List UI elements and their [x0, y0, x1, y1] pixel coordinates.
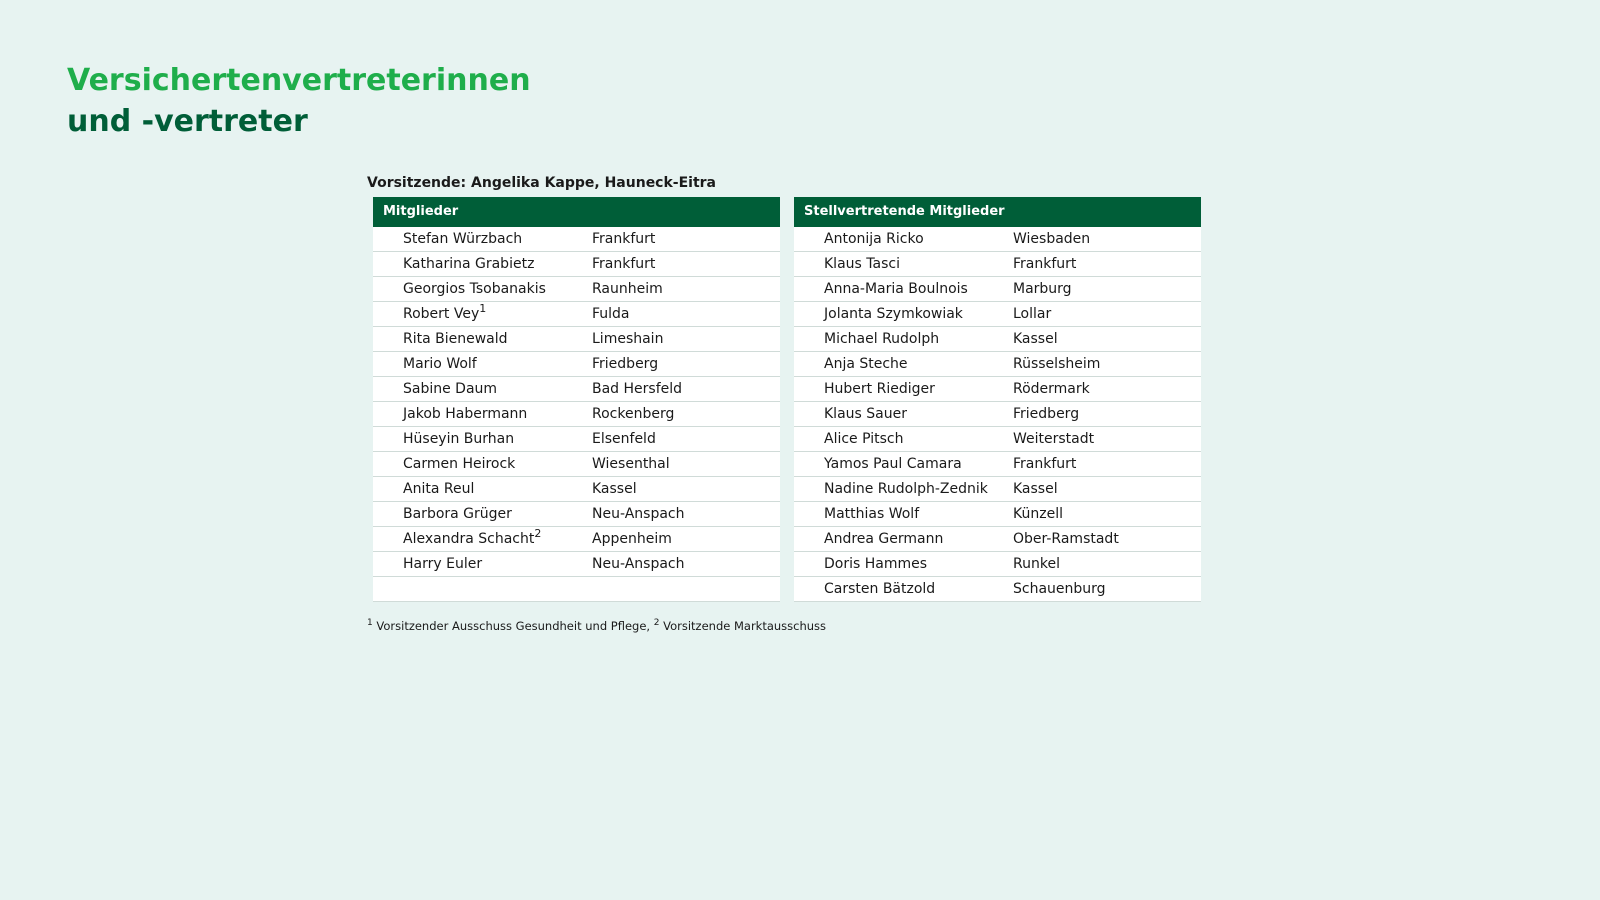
row-city: Frankfurt: [592, 231, 656, 247]
footnote-marker: 1: [479, 302, 487, 315]
row-name: [373, 527, 592, 551]
table-row: [794, 477, 1201, 502]
row-name-text: Katharina Grabietz: [403, 256, 535, 272]
row-name-text: Harry Euler: [403, 556, 483, 572]
row-name-text: Anja Steche: [824, 356, 908, 372]
row-name: [373, 477, 592, 501]
row-city: Künzell: [1013, 506, 1063, 522]
row-city: Raunheim: [592, 281, 663, 297]
row-city: Neu-Anspach: [592, 506, 685, 522]
row-name: [373, 427, 592, 451]
row-city: Weiterstadt: [1013, 431, 1095, 447]
table-row: [373, 352, 780, 377]
row-name: [373, 327, 592, 351]
members-table-header: Mitglieder: [373, 197, 780, 227]
table-row: [794, 252, 1201, 277]
table-row: [794, 527, 1201, 552]
table-row: [794, 352, 1201, 377]
table-row: [373, 277, 780, 302]
members-table: [373, 197, 780, 602]
row-city: Kassel: [1013, 481, 1058, 497]
row-name: [794, 577, 1013, 601]
members-rows: [373, 227, 780, 602]
table-row: [373, 427, 780, 452]
row-name-text: Alice Pitsch: [824, 431, 904, 447]
row-name-text: Carsten Bätzold: [824, 581, 936, 597]
deputies-rows: [794, 227, 1201, 602]
table-row: [373, 377, 780, 402]
row-name: [373, 277, 592, 301]
row-name-text: Hubert Riediger: [824, 381, 935, 397]
table-row: [373, 552, 780, 577]
row-name: [794, 477, 1013, 501]
row-name-text: Robert Vey: [403, 306, 480, 322]
table-row: [794, 577, 1201, 602]
row-city: Rödermark: [1013, 381, 1090, 397]
row-name-text: Barbora Grüger: [403, 506, 512, 522]
row-name: [373, 377, 592, 401]
table-row: [373, 327, 780, 352]
row-name: [373, 227, 592, 251]
footnote-marker-1: 1: [367, 618, 373, 628]
footnote-text-1: Vorsitzender Ausschuss Gesundheit und Pflege,: [372, 618, 654, 633]
table-row: [794, 552, 1201, 577]
row-name-text: Andrea Germann: [824, 531, 944, 547]
row-name-text: Jakob Habermann: [403, 406, 528, 422]
row-name: [794, 227, 1013, 251]
row-name: [373, 502, 592, 526]
table-row: [794, 277, 1201, 302]
row-city: Rockenberg: [592, 406, 675, 422]
row-name: [794, 277, 1013, 301]
footnote: [367, 618, 826, 633]
row-city: Appenheim: [592, 531, 672, 547]
table-row: [794, 502, 1201, 527]
row-city: Frankfurt: [592, 256, 656, 272]
table-row: [373, 502, 780, 527]
footnote-marker: 2: [534, 527, 542, 540]
row-city: Wiesenthal: [592, 456, 670, 472]
table-row: [794, 302, 1201, 327]
row-name: [794, 402, 1013, 426]
table-row: [373, 527, 780, 552]
row-city: Ober-Ramstadt: [1013, 531, 1119, 547]
footnote-text-2: Vorsitzende Marktausschuss: [659, 618, 827, 633]
row-name: [373, 352, 592, 376]
row-name-text: Yamos Paul Camara: [824, 456, 962, 472]
row-name: [373, 552, 592, 576]
table-row: [373, 302, 780, 327]
footnote-marker-2: 2: [653, 618, 660, 628]
row-name: [373, 402, 592, 426]
table-row: [373, 402, 780, 427]
row-name: [794, 302, 1013, 326]
row-city: Schauenburg: [1013, 581, 1106, 597]
row-city: Frankfurt: [1013, 256, 1077, 272]
row-name-text: Klaus Tasci: [824, 256, 900, 272]
row-city: Frankfurt: [1013, 456, 1077, 472]
row-name: [794, 352, 1013, 376]
row-city: Fulda: [592, 306, 630, 322]
row-name: [794, 252, 1013, 276]
table-row: [373, 252, 780, 277]
row-name: [794, 527, 1013, 551]
row-city: Elsenfeld: [592, 431, 656, 447]
deputies-table: [794, 197, 1201, 602]
row-name-text: Anita Reul: [403, 481, 475, 497]
row-city: Kassel: [592, 481, 637, 497]
row-name-text: Klaus Sauer: [824, 406, 907, 422]
row-name-text: Nadine Rudolph-Zednik: [824, 481, 988, 497]
row-name: [794, 552, 1013, 576]
row-name-text: Michael Rudolph: [824, 331, 940, 347]
page-title: [67, 60, 531, 142]
row-city: Bad Hersfeld: [592, 381, 683, 397]
row-name-text: Stefan Würzbach: [403, 231, 523, 247]
row-name-text: Matthias Wolf: [824, 506, 920, 522]
row-name-text: Sabine Daum: [403, 381, 498, 397]
row-name-text: Georgios Tsobanakis: [403, 281, 546, 297]
deputies-table-header: Stellvertretende Mitglieder: [794, 197, 1201, 227]
table-row: [373, 227, 780, 252]
row-name-text: Doris Hammes: [824, 556, 928, 572]
row-city: Friedberg: [1013, 406, 1080, 422]
chair-label: Vorsitzende: Angelika Kappe, Hauneck-Eitra: [367, 175, 717, 191]
row-name: [794, 377, 1013, 401]
row-name-text: Alexandra Schacht: [403, 531, 535, 547]
table-row: [794, 452, 1201, 477]
row-name-text: Rita Bienewald: [403, 331, 508, 347]
row-city: Kassel: [1013, 331, 1058, 347]
row-name-text: Carmen Heirock: [403, 456, 516, 472]
table-row: [373, 577, 780, 602]
row-city: Rüsselsheim: [1013, 356, 1101, 372]
row-name-text: Anna-Maria Boulnois: [824, 281, 968, 297]
row-name: [373, 577, 592, 601]
row-city: Wiesbaden: [1013, 231, 1091, 247]
table-row: [373, 477, 780, 502]
row-city: Neu-Anspach: [592, 556, 685, 572]
page-title-line1: Versichertenvertreterinnen: [67, 63, 531, 98]
row-city: Limeshain: [592, 331, 664, 347]
row-city: Marburg: [1013, 281, 1072, 297]
row-name: [794, 452, 1013, 476]
row-name: [373, 302, 592, 326]
row-name-text: Antonija Ricko: [824, 231, 924, 247]
row-city: Runkel: [1013, 556, 1060, 572]
table-row: [794, 227, 1201, 252]
row-name: [794, 502, 1013, 526]
row-city: Friedberg: [592, 356, 659, 372]
table-row: [794, 427, 1201, 452]
table-row: [373, 452, 780, 477]
row-name: [373, 452, 592, 476]
page-title-line2: und -vertreter: [67, 104, 308, 139]
row-name-text: Jolanta Szymkowiak: [824, 306, 963, 322]
row-name-text: Hüseyin Burhan: [403, 431, 515, 447]
row-city: Lollar: [1013, 306, 1052, 322]
table-row: [794, 402, 1201, 427]
table-row: [794, 377, 1201, 402]
table-row: [794, 327, 1201, 352]
row-name: [794, 427, 1013, 451]
row-name: [373, 252, 592, 276]
row-name: [794, 327, 1013, 351]
row-name-text: Mario Wolf: [403, 356, 477, 372]
row-city: [592, 577, 780, 601]
